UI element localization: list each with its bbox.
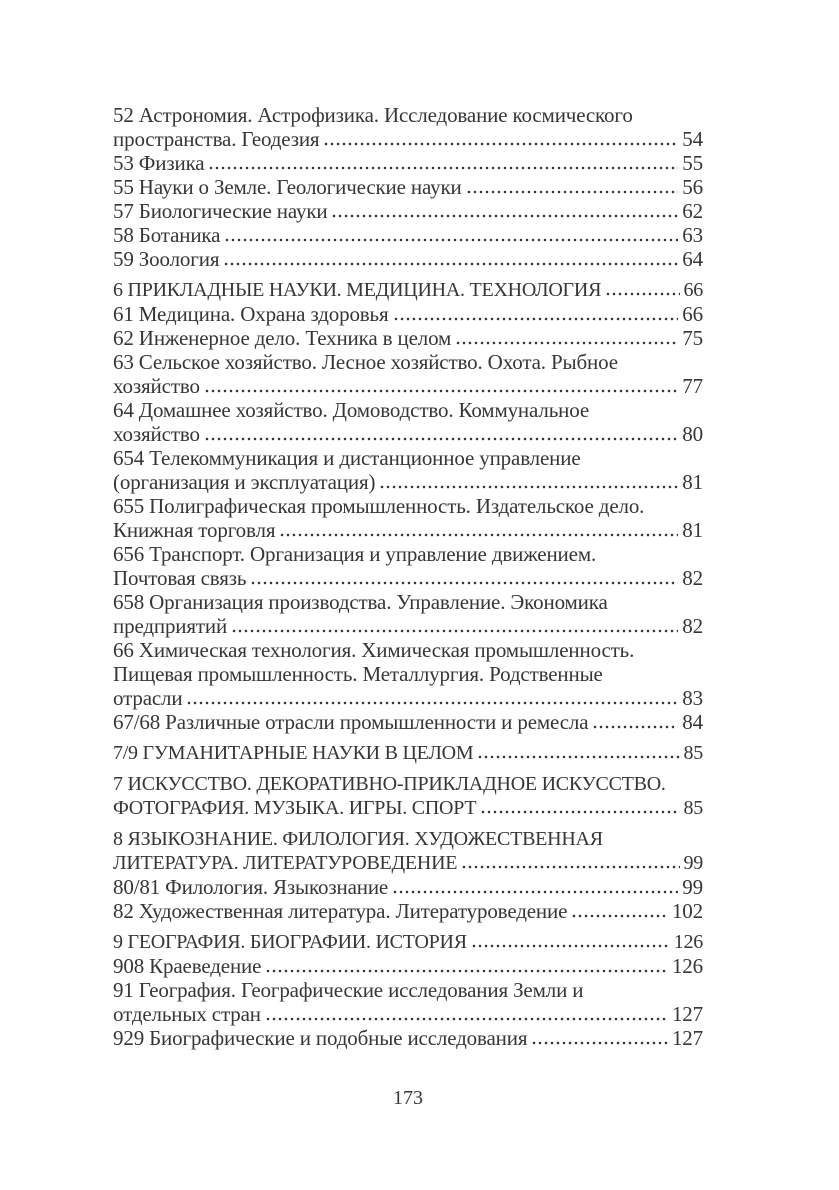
toc-line [113, 978, 703, 1002]
toc-line [113, 1026, 703, 1050]
toc-entry [113, 494, 703, 542]
toc-line [113, 954, 703, 978]
dot-leader [279, 533, 678, 537]
toc-entry [113, 899, 703, 923]
toc-entry-title: 62 Инженерное дело. Техника в целом [113, 326, 452, 350]
dot-leader [531, 1041, 668, 1045]
toc-line [113, 470, 703, 494]
toc-line [113, 827, 703, 851]
page-number: 85 [683, 797, 703, 819]
toc-line [113, 542, 703, 566]
page-number: 66 [682, 302, 703, 326]
toc-line [113, 899, 703, 923]
toc-line [113, 875, 703, 899]
toc-line [113, 518, 703, 542]
page-number: 126 [673, 931, 703, 953]
toc-entry [113, 199, 703, 223]
page-number: 64 [682, 247, 703, 271]
toc-entry [113, 978, 703, 1026]
toc-entry-title: 908 Краеведение [113, 954, 262, 978]
toc-entry-title: 9 ГЕОГРАФИЯ. БИОГРАФИИ. ИСТОРИЯ [113, 931, 467, 953]
toc-line [113, 614, 703, 638]
toc-line [113, 199, 703, 223]
dot-leader [331, 214, 678, 218]
page-number: 83 [682, 686, 703, 710]
toc-section-heading [113, 278, 703, 302]
dot-leader [592, 725, 678, 729]
dot-leader [250, 581, 678, 585]
toc-entry-title: 80/81 Филология. Языкознание [113, 875, 389, 899]
toc-line [113, 350, 703, 374]
toc-line [113, 566, 703, 590]
toc-line [113, 686, 703, 710]
page-number: 63 [682, 223, 703, 247]
dot-leader [231, 629, 678, 633]
dot-leader [477, 755, 679, 759]
toc-entry-title: (организация и эксплуатация) [113, 470, 376, 494]
page-number: 55 [682, 151, 703, 175]
page-number: 80 [682, 422, 703, 446]
dot-leader [455, 341, 678, 345]
toc-line [113, 851, 703, 875]
toc-entry [113, 151, 703, 175]
toc-entry [113, 398, 703, 446]
toc-line [113, 930, 703, 954]
dot-leader [571, 914, 668, 918]
table-of-contents [113, 103, 703, 1050]
toc-entry-title: отдельных стран [113, 1002, 261, 1026]
toc-entry-title: 59 Зоология [113, 247, 220, 271]
dot-leader [223, 262, 678, 266]
toc-line [113, 374, 703, 398]
page-number: 75 [682, 326, 703, 350]
toc-entry-title: Пищевая промышленность. Металлургия. Родственные [113, 662, 603, 686]
toc-entry-title: 61 Медицина. Охрана здоровья [113, 302, 389, 326]
toc-entry-title: 53 Физика [113, 151, 205, 175]
page-number: 81 [682, 470, 703, 494]
toc-line [113, 772, 703, 796]
toc-entry-title: хозяйство [113, 374, 200, 398]
toc-entry [113, 103, 703, 151]
toc-section-heading [113, 772, 703, 820]
page-number: 102 [671, 899, 703, 923]
toc-line [113, 590, 703, 614]
dot-leader [265, 969, 668, 973]
dot-leader [224, 238, 678, 242]
toc-entry-title: 654 Телекоммуникация и дистанционное управление [113, 446, 581, 470]
page-number: 56 [682, 175, 703, 199]
toc-entry-title: 57 Биологические науки [113, 199, 328, 223]
toc-entry-title: пространства. Геодезия [113, 127, 320, 151]
toc-entry-title: предприятий [113, 614, 228, 638]
toc-entry-title: 91 География. Географические исследования Земли и [113, 978, 584, 1002]
toc-entry [113, 446, 703, 494]
toc-section-heading [113, 930, 703, 954]
toc-line [113, 741, 703, 765]
toc-entry-title: 929 Биографические и подобные исследования [113, 1026, 528, 1050]
toc-section-heading [113, 827, 703, 875]
page-number: 85 [683, 742, 703, 764]
toc-line [113, 103, 703, 127]
toc-line [113, 278, 703, 302]
toc-entry [113, 710, 703, 734]
toc-entry-title: Книжная торговля [113, 518, 276, 542]
toc-entry-title: 7 ИСКУССТВО. ДЕКОРАТИВНО-ПРИКЛАДНОЕ ИСКУССТВО. [113, 773, 666, 795]
dot-leader [379, 485, 678, 489]
toc-entry-title: 58 Ботаника [113, 223, 221, 247]
toc-entry [113, 223, 703, 247]
toc-entry [113, 954, 703, 978]
toc-entry [113, 1026, 703, 1050]
page-number: 126 [671, 954, 703, 978]
toc-entry [113, 247, 703, 271]
toc-line [113, 638, 703, 662]
dot-leader [480, 810, 679, 814]
toc-entry-title: 655 Полиграфическая промышленность. Издательское дело. [113, 494, 645, 518]
toc-entry-title: 63 Сельское хозяйство. Лесное хозяйство. Охота. Рыбное [113, 350, 618, 374]
page-number: 82 [682, 614, 703, 638]
page-number: 127 [671, 1026, 703, 1050]
toc-entry [113, 350, 703, 398]
dot-leader [208, 166, 678, 170]
dot-leader [466, 190, 679, 194]
toc-entry-title: 656 Транспорт. Организация и управление движением. [113, 542, 597, 566]
page-number: 62 [682, 199, 703, 223]
page-number: 99 [682, 875, 703, 899]
toc-entry-title: ФОТОГРАФИЯ. МУЗЫКА. ИГРЫ. СПОРТ [113, 797, 477, 819]
toc-entry-title: 7/9 ГУМАНИТАРНЫЕ НАУКИ В ЦЕЛОМ [113, 742, 474, 764]
toc-line [113, 422, 703, 446]
toc-entry-title: 658 Организация производства. Управление. Экономика [113, 590, 608, 614]
dot-leader [471, 944, 670, 948]
page-number: 82 [682, 566, 703, 590]
toc-entry [113, 590, 703, 638]
toc-line [113, 710, 703, 734]
toc-entry-title: 8 ЯЗЫКОЗНАНИЕ. ФИЛОЛОГИЯ. ХУДОЖЕСТВЕННАЯ [113, 828, 603, 850]
page-number: 84 [682, 710, 703, 734]
toc-entry [113, 542, 703, 590]
toc-line [113, 302, 703, 326]
toc-entry-title: 52 Астрономия. Астрофизика. Исследование космического [113, 103, 633, 127]
page-number: 54 [682, 127, 703, 151]
toc-line [113, 326, 703, 350]
page-number: 81 [682, 518, 703, 542]
toc-entry [113, 326, 703, 350]
page-folio: 173 [393, 1087, 423, 1109]
toc-entry-title: Почтовая связь [113, 566, 247, 590]
toc-entry-title: 67/68 Различные отрасли промышленности и ремесла [113, 710, 589, 734]
toc-line [113, 494, 703, 518]
toc-entry-title: ЛИТЕРАТУРА. ЛИТЕРАТУРОВЕДЕНИЕ [113, 852, 458, 874]
toc-entry-title: 64 Домашнее хозяйство. Домоводство. Коммунальное [113, 398, 589, 422]
toc-line [113, 223, 703, 247]
toc-entry-title: 6 ПРИКЛАДНЫЕ НАУКИ. МЕДИЦИНА. ТЕХНОЛОГИЯ [113, 279, 602, 301]
dot-leader [323, 142, 678, 146]
toc-line [113, 796, 703, 820]
dot-leader [461, 865, 679, 869]
toc-entry-title: хозяйство [113, 422, 200, 446]
page-number: 66 [683, 279, 703, 301]
toc-entry [113, 175, 703, 199]
page-number: 77 [682, 374, 703, 398]
toc-entry [113, 875, 703, 899]
toc-entry-title: 66 Химическая технология. Химическая промышленность. [113, 638, 635, 662]
dot-leader [186, 701, 678, 705]
dot-leader [393, 317, 679, 321]
toc-line [113, 662, 703, 686]
toc-line [113, 1002, 703, 1026]
dot-leader [204, 437, 678, 441]
toc-entry-title: отрасли [113, 686, 183, 710]
toc-section-heading [113, 741, 703, 765]
toc-entry [113, 638, 703, 710]
toc-entry [113, 302, 703, 326]
page-number: 99 [683, 852, 703, 874]
toc-line [113, 446, 703, 470]
dot-leader [605, 292, 679, 296]
toc-entry-title: 82 Художественная литература. Литературоведение [113, 899, 568, 923]
toc-line [113, 175, 703, 199]
toc-line [113, 127, 703, 151]
dot-leader [265, 1017, 668, 1021]
toc-line [113, 398, 703, 422]
page-number: 127 [671, 1002, 703, 1026]
toc-line [113, 247, 703, 271]
dot-leader [204, 389, 678, 393]
dot-leader [392, 890, 678, 894]
toc-entry-title: 55 Науки о Земле. Геологические науки [113, 175, 462, 199]
toc-line [113, 151, 703, 175]
